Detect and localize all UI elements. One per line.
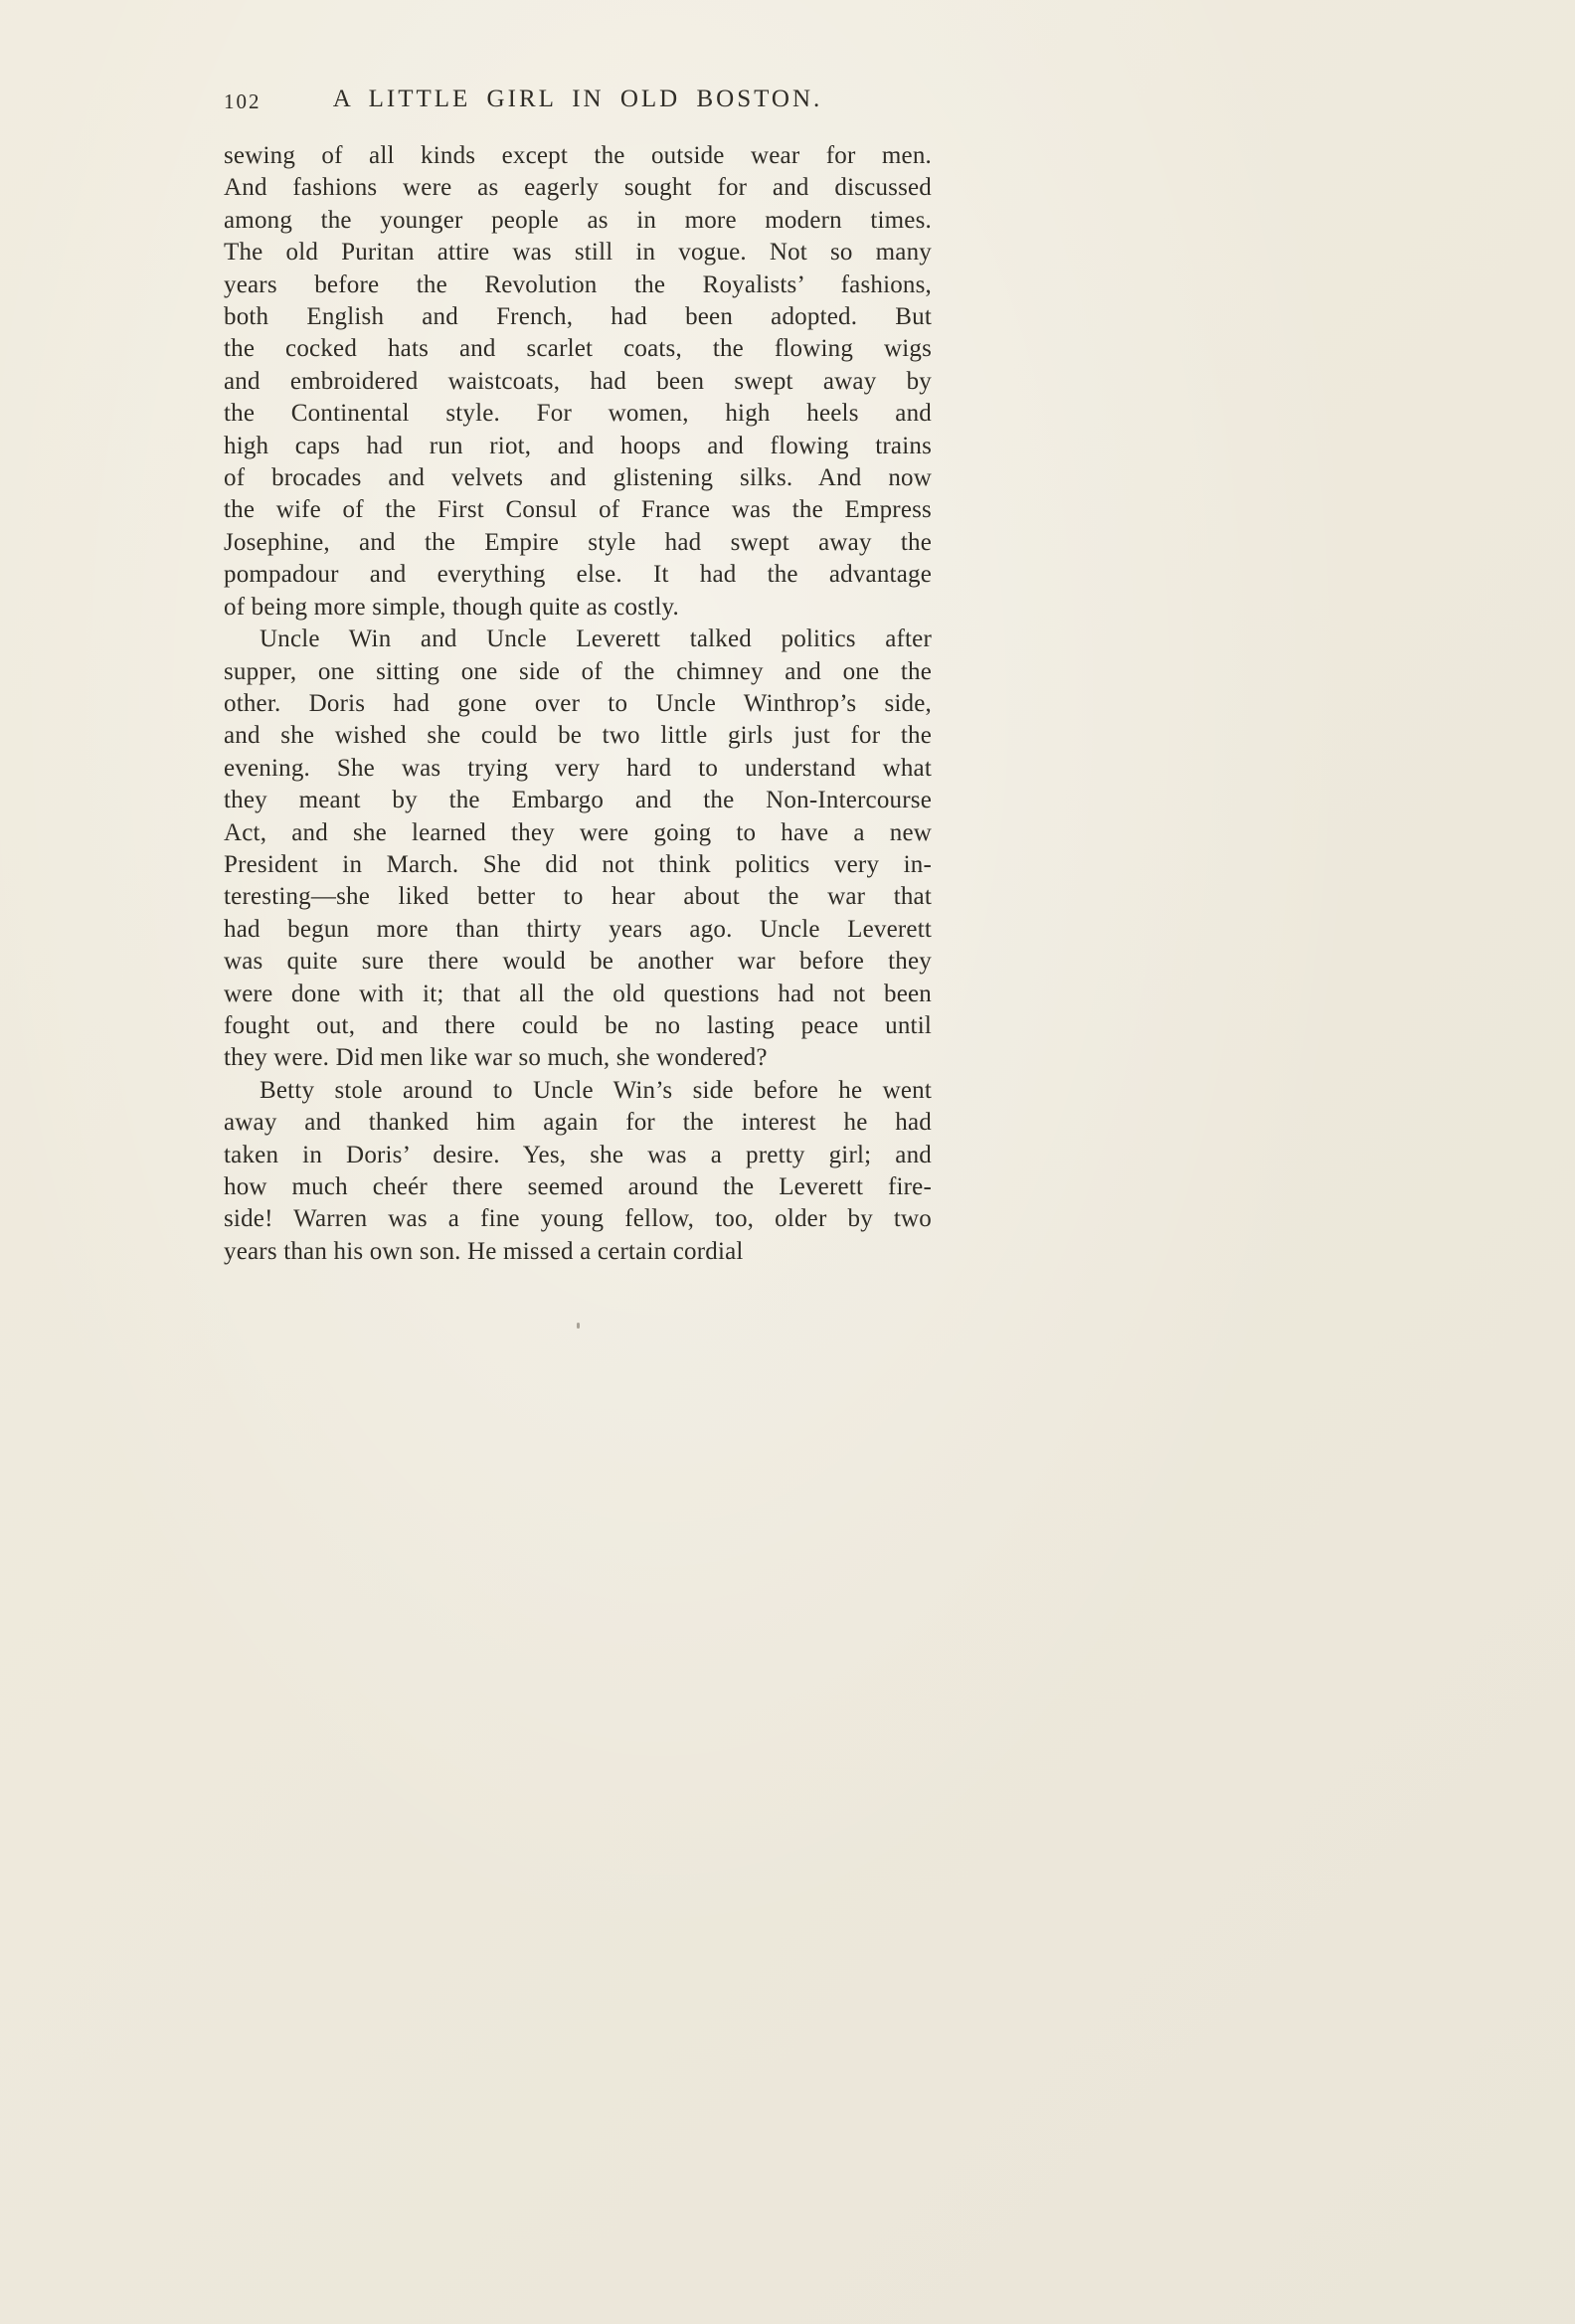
text-line: Josephine, and the Empire style had swept away the — [224, 528, 932, 556]
page-header — [224, 86, 932, 113]
text-line: The old Puritan attire was still in vogue. Not so many — [224, 239, 932, 267]
text-line: pompadour and everything else. It had the advantage — [224, 561, 932, 589]
text-line: they were. Did men like war so much, she wondered? — [224, 1044, 768, 1072]
text-line: supper, one sitting one side of the chimney and one the — [224, 657, 932, 685]
text-line: the Continental style. For women, high heels and — [224, 400, 932, 428]
text-line: years than his own son. He missed a certain cordial — [224, 1237, 744, 1265]
text-line: among the younger people as in more modern times. — [224, 206, 932, 234]
text-line: and embroidered waistcoats, had been swept away by — [224, 367, 932, 395]
text-line: how much cheér there seemed around the Leverett fire- — [224, 1173, 932, 1200]
text-line: had begun more than thirty years ago. Uncle Leverett — [224, 915, 932, 943]
text-line: Betty stole around to Uncle Win’s side before he went — [260, 1076, 932, 1104]
text-line: of brocades and velvets and glistening silks. And now — [224, 464, 932, 492]
text-block — [224, 140, 932, 1268]
text-line: the cocked hats and scarlet coats, the flowing wigs — [224, 335, 932, 363]
text-line: of being more simple, though quite as costly. — [224, 593, 679, 621]
text-line: And fashions were as eagerly sought for and discussed — [224, 174, 932, 202]
running-title: A LITTLE GIRL IN OLD BOSTON. — [332, 86, 823, 112]
text-line: Uncle Win and Uncle Leverett talked politics after — [260, 626, 932, 653]
text-line: and she wished she could be two little girls just for the — [224, 722, 932, 750]
text-line: side! Warren was a fine young fellow, too, older by two — [224, 1205, 932, 1233]
text-line: taken in Doris’ desire. Yes, she was a pretty girl; and — [224, 1141, 932, 1168]
paragraph — [224, 624, 932, 1075]
text-line: evening. She was trying very hard to understand what — [224, 754, 932, 782]
text-line: years before the Revolution the Royalists’ fashions, — [224, 270, 932, 298]
text-line: the wife of the First Consul of France was the Empress — [224, 496, 932, 524]
text-line: sewing of all kinds except the outside wear for men. — [224, 142, 932, 169]
text-line: away and thanked him again for the interest he had — [224, 1109, 932, 1137]
text-line: both English and French, had been adopted. But — [224, 303, 932, 331]
text-line: was quite sure there would be another war before they — [224, 948, 932, 976]
text-line: they meant by the Embargo and the Non-Intercourse — [224, 787, 932, 814]
scan-speck-icon — [577, 1323, 580, 1329]
text-line: fought out, and there could be no lasting peace until — [224, 1011, 932, 1039]
text-line: high caps had run riot, and hoops and flowing trains — [224, 432, 932, 459]
page-number: 102 — [224, 89, 262, 113]
paragraph — [224, 140, 932, 624]
text-line: Act, and she learned they were going to have a new — [224, 818, 932, 846]
paragraph — [224, 1075, 932, 1268]
text-line: other. Doris had gone over to Uncle Winthrop’s side, — [224, 689, 932, 717]
text-line: teresting—she liked better to hear about the war that — [224, 883, 932, 911]
text-line: President in March. She did not think politics very in- — [224, 850, 932, 878]
text-line: were done with it; that all the old questions had not been — [224, 980, 932, 1007]
